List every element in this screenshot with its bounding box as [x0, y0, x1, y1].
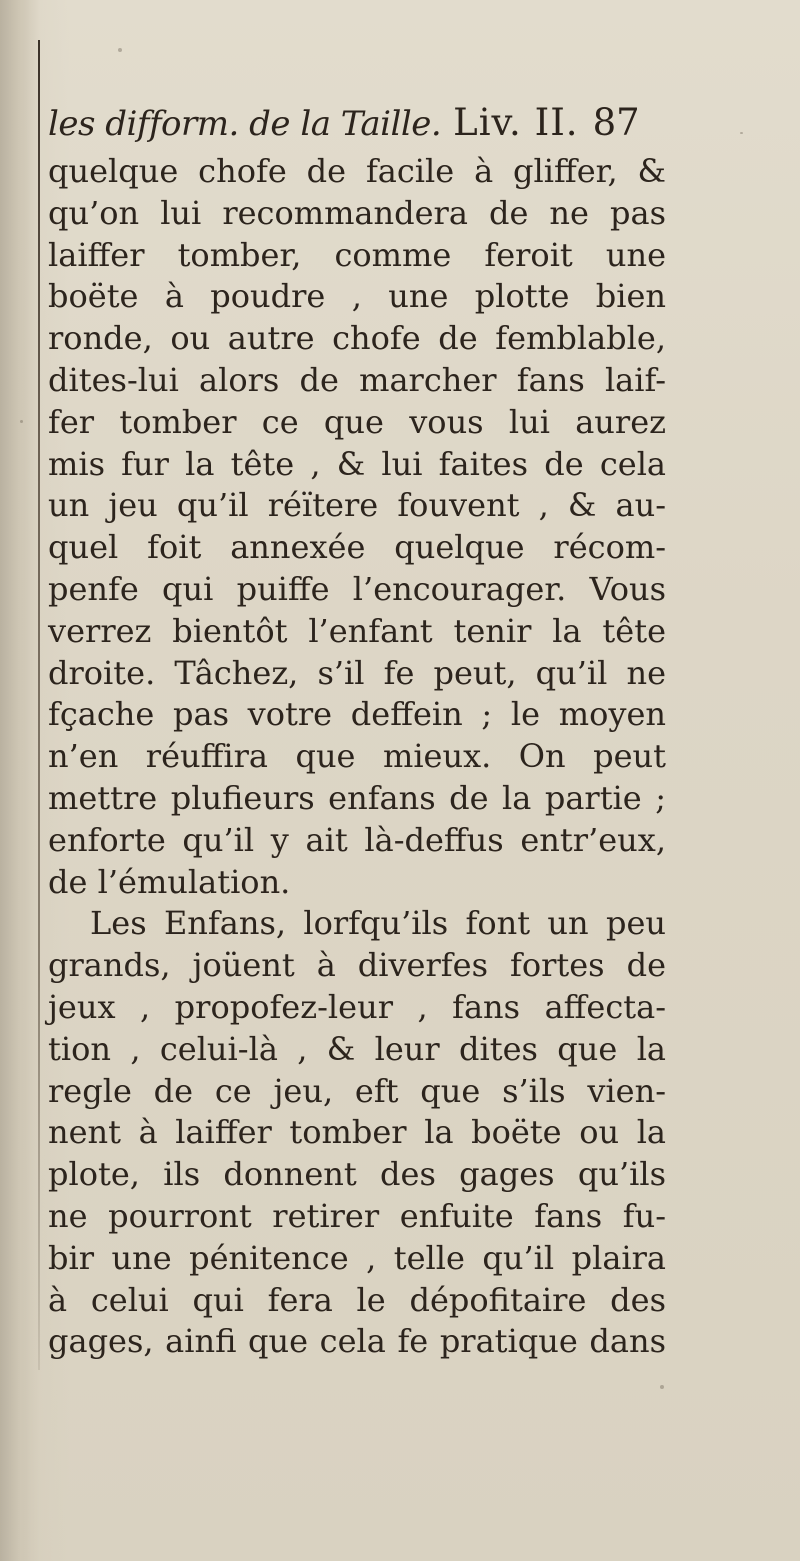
- text-line: droite. Tâchez, s’il fe peut, qu’il ne: [48, 653, 666, 692]
- text-line: un jeu qu’il réïtere fouvent , & au-: [48, 486, 666, 525]
- text-line: fer tomber ce que vous lui aurez: [48, 402, 666, 441]
- page-number: 87: [592, 101, 640, 144]
- text-line: dites-lui alors de marcher fans laif-: [48, 360, 666, 399]
- text-line: qu’on lui recommandera de ne pas: [48, 193, 666, 232]
- text-line: nent à laiffer tomber la boëte ou la: [48, 1113, 666, 1152]
- running-title: les difform. de la Taille.: [48, 104, 442, 144]
- text-line: penfe qui puiffe l’encourager. Vous: [48, 569, 666, 608]
- text-line: boëte à poudre , une plotte bien: [48, 277, 666, 316]
- text-line: verrez bientôt l’enfant tenir la tête: [48, 611, 666, 650]
- paragraph-start-line: Les Enfans, lorfqu’ils font un peu: [90, 904, 666, 943]
- page-gutter: [0, 0, 40, 1561]
- text-line: tion , celui-là , & leur dites que la: [48, 1029, 666, 1068]
- paper-speck: [118, 48, 122, 52]
- text-line: à celui qui fera le dépofitaire des: [48, 1280, 666, 1319]
- text-line: laiffer tomber, comme feroit une: [48, 235, 666, 274]
- paper-speck: [740, 132, 743, 134]
- text-line: mettre plufieurs enfans de la partie ;: [48, 778, 666, 817]
- page-text: [48, 95, 778, 1363]
- text-line: regle de ce jeu, eft que s’ils vien-: [48, 1071, 666, 1110]
- running-header: [48, 95, 778, 151]
- text-line: quelque chofe de facile à gliffer, &: [48, 152, 666, 190]
- text-line: mis fur la tête , & lui faites de cela: [48, 444, 666, 483]
- text-line: quel foit annexée quelque récom-: [48, 528, 666, 567]
- text-line: ronde, ou autre chofe de femblable,: [48, 319, 666, 358]
- binding-edge: [38, 40, 40, 1370]
- book-number: Liv. II.: [453, 101, 579, 144]
- text-line: enforte qu’il y ait là-deffus entr’eux,: [48, 820, 666, 859]
- paper-speck: [20, 420, 23, 423]
- text-line: gages, ainfi que cela fe pratique dans: [48, 1322, 666, 1361]
- text-line: jeux , propofez-leur , fans affecta-: [48, 987, 666, 1026]
- text-line: n’en réuffira que mieux. On peut: [48, 737, 666, 776]
- text-line: grands, joüent à diverfes fortes de: [48, 946, 666, 985]
- text-line: plote, ils donnent des gages qu’ils: [48, 1155, 666, 1194]
- paper-speck: [660, 1385, 664, 1389]
- text-line: ne pourront retirer enfuite fans fu-: [48, 1196, 666, 1235]
- text-line: fçache pas votre deffein ; le moyen: [48, 695, 666, 734]
- paragraph-end-line: de l’émulation.: [48, 862, 291, 901]
- text-line: bir une pénitence , telle qu’il plaira: [48, 1238, 666, 1277]
